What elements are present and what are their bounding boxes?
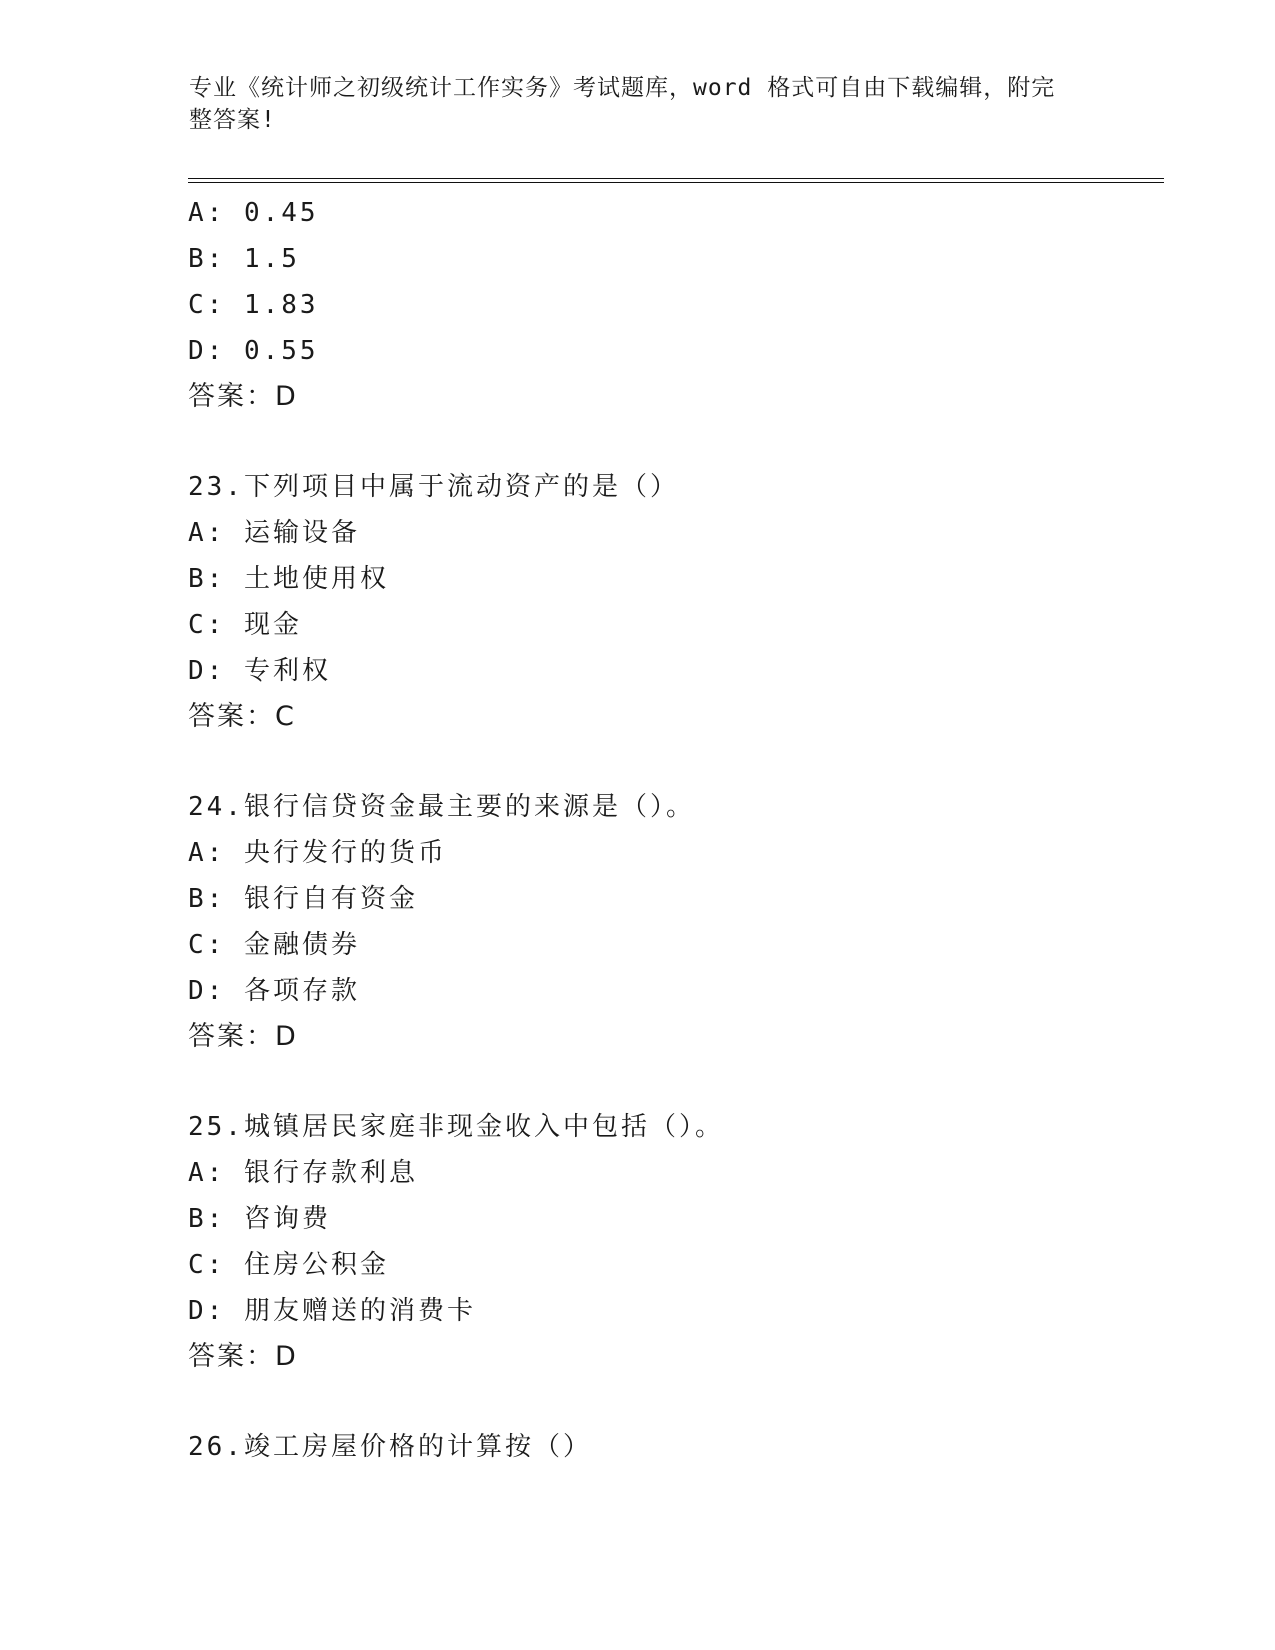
option-a: A: 银行存款利息 (188, 1158, 418, 1188)
header-divider (188, 178, 1164, 183)
option-d: D: 各项存款 (188, 976, 360, 1006)
question-stem: 25.城镇居民家庭非现金收入中包括（）。 (188, 1112, 724, 1142)
option-d: D: 0.55 (188, 336, 319, 366)
question-25 (188, 1104, 1148, 1380)
question-stem: 24.银行信贷资金最主要的来源是（）。 (188, 792, 695, 822)
option-b: B: 1.5 (188, 244, 300, 274)
question-22-continued (188, 190, 1148, 420)
question-24 (188, 784, 1148, 1060)
answer-line: 答案：D (188, 381, 298, 412)
answer-line: 答案：D (188, 1021, 298, 1052)
option-d: D: 朋友赠送的消费卡 (188, 1296, 476, 1326)
answer-line: 答案：D (188, 1341, 298, 1372)
question-stem: 26.竣工房屋价格的计算按（） (188, 1432, 592, 1462)
question-26 (188, 1424, 1148, 1470)
question-23 (188, 464, 1148, 740)
option-d: D: 专利权 (188, 656, 331, 686)
option-c: C: 住房公积金 (188, 1250, 389, 1280)
option-c: C: 1.83 (188, 290, 319, 320)
question-list (188, 190, 1148, 1470)
option-b: B: 银行自有资金 (188, 884, 418, 914)
option-a: A: 运输设备 (188, 518, 360, 548)
option-b: B: 咨询费 (188, 1204, 331, 1234)
option-a: A: 0.45 (188, 198, 319, 228)
header-line-1: 专业《统计师之初级统计工作实务》考试题库，word 格式可自由下载编辑，附完 (189, 75, 1056, 101)
option-c: C: 金融债券 (188, 930, 360, 960)
header-line-2: 整答案! (189, 107, 276, 133)
option-b: B: 土地使用权 (188, 564, 389, 594)
answer-line: 答案：C (188, 701, 296, 732)
question-stem: 23.下列项目中属于流动资产的是（） (188, 472, 679, 502)
option-c: C: 现金 (188, 610, 302, 640)
option-a: A: 央行发行的货币 (188, 838, 447, 868)
document-header (189, 72, 1089, 136)
